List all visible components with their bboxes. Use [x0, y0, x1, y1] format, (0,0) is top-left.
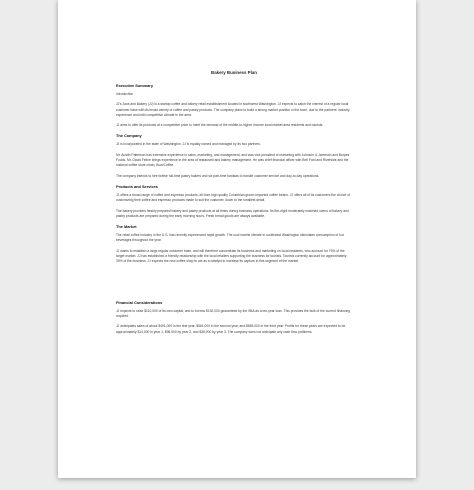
- section-heading-market: The Market: [116, 224, 137, 230]
- subheading-introduction: Introduction: [116, 92, 134, 96]
- paragraph: The bakery provides freshly prepared bakery and pastry products at all times during business operations. Its fire-eight moderately matched ovens of bakery and pastry products are prepared during the early morning hours. Fresh bread goods are always available.: [116, 208, 349, 218]
- paragraph: JJ's Java and Bakery (JJ) is a startup coffee and bakery retail establishment located in southwest Washington. JJ expects to catch the interest of a regular local customer base with its broad variety of coffee and pastry products. The company plans to build a strong market position in the town, due to the partners' industry experience and mild competitive climate in the area.: [116, 102, 350, 117]
- paragraph: JJ offers a broad range of coffee and espresso products, all from high quality Columbian grown imported coffee beans. JJ offers all of its customers the choice of customizing their coffee and espresso products made to suit the customer, down to the smallest detail.: [116, 192, 350, 203]
- section-heading-executive-summary: Executive Summary: [116, 83, 153, 88]
- paragraph: JJ anticipates sales of about $491,000 in the first year, $561,000 in the second year, and $655,000 in the third year. Profits for these years are expected to be approximately $14,000 in year 1, $96,000 by year 2, and $36,000 by year 3. The company does not anticipate any cash flow problems.: [116, 324, 346, 334]
- document-page: [58, 0, 416, 478]
- blank-space: [116, 270, 352, 300]
- paragraph: The retail coffee industry in the U.S. has recently experienced rapid growth. The cool marine climate in southwest Washington stimulates consumption of hot beverages throughout the year.: [116, 233, 344, 243]
- section-heading-financial: Financial Considerations: [116, 299, 163, 305]
- section-heading-products: Products and Services: [116, 183, 158, 189]
- paragraph: Mr. Austin Patterson has extensive experience in sales, marketing, and management, and was vice president of marketing with Johnson & Jameson and Burpee Foods. Mr. David Feline brings experience in the area of restaurant and bakery management. He was chief financial officer with Bell Ford and Riverside and the national coffee store chain, BuzzCoffee.: [116, 152, 350, 168]
- paragraph: JJ expects to raise $110,000 of its own capital, and to borrow $130,000 guaranteed by the SBA as a ten-year loan. This provides the bulk of the current financing required.: [116, 308, 351, 318]
- paragraph: JJ is incorporated in the state of Washington. JJ is equally owned and managed by its two partners.: [116, 142, 261, 147]
- paragraph: JJ aims to offer its products at a competitive price to meet the demand of the middle-to-higher income local market area residents and tourists.: [116, 123, 324, 128]
- document-title: Bakery Business Plan: [211, 70, 257, 75]
- section-heading-company: The Company: [116, 133, 142, 139]
- paragraph: The company intends to hire twelve full-time pastry bakers and six part-time baristas to handle customer service and day-to-day operations.: [116, 173, 320, 178]
- document-body: [116, 70, 352, 340]
- paragraph: JJ wants to establish a large regular customer base, and will therefore concentrate its business and marketing on local residents, who account for 75% of the target market. JJ has established a friendly relationship with the local retailers supporting the business for tourists. Tourists currently account for approximately 30% of the business. JJ expects the new coffee shop to act as a catalyst to increase its capture in this segment of the market.: [116, 248, 347, 264]
